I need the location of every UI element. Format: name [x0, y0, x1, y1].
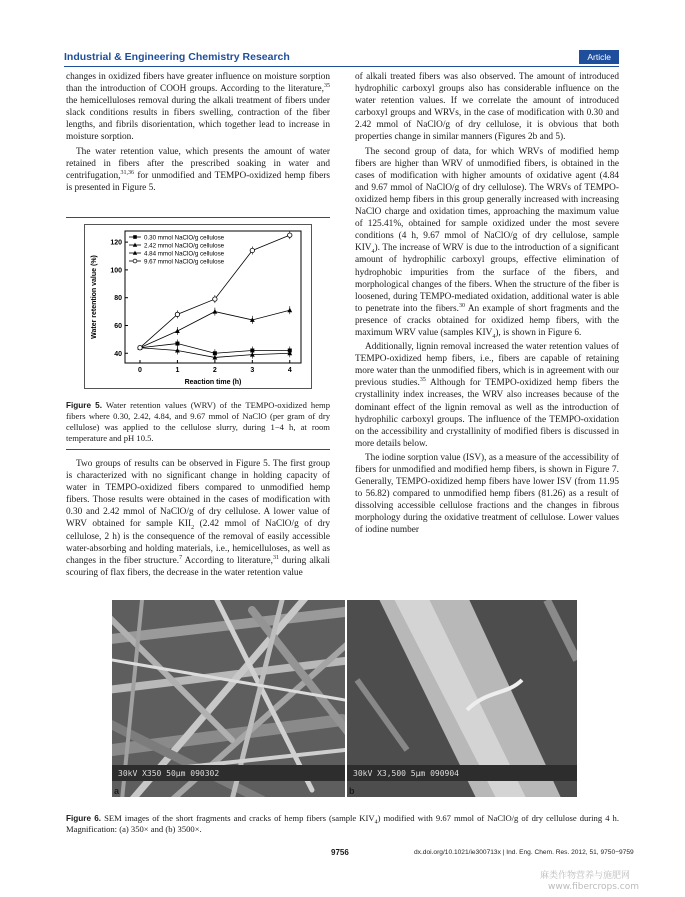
paragraph: The iodine sorption value (ISV), as a measure of the accessibility of fibers for unmodified and modified hemp fibers, is shown in Figure 7. Generally, TEMPO-oxidized hemp fibers have lower ISV (from 11.95 to 56.82) compared to unmodified hemp fibers (81.26) as a result of dissolving accessible cellulose fractions and the changes in fibrous morphology during the oxidative treatment of cellulose. Lower values of iodine number — [355, 452, 619, 536]
paragraph: The water retention value, which presents the amount of water retained in fibers after the prescribed soaking in water and centrifugation,$^{31,36}$ for unmodified and TEMPO-oxidized hemp fibers is presented in Figure 5. — [66, 146, 330, 193]
panel-label-b: b — [349, 786, 355, 796]
right-column — [355, 71, 619, 539]
x-tick-label: 3 — [250, 367, 255, 374]
figure-6-caption: Figure 6. SEM images of the short fragments and cracks of hemp fibers (sample $KIV_4$) modified with 9.67 mmol of NaClO/g of dry cellulose during 4 h. Magnification: (a) 350× and (b) 3500×. — [66, 813, 619, 834]
article-type-badge: Article — [579, 50, 619, 64]
journal-title: Industrial & Engineering Chemistry Research — [64, 51, 290, 63]
legend-marker — [133, 259, 137, 263]
sem-image-a — [112, 600, 345, 797]
legend-label: 9.67 mmol NaClO/g cellulose — [144, 258, 225, 266]
data-point — [288, 233, 292, 237]
figure-5-caption: Figure 5. Water retention values (WRV) of the TEMPO-oxidized hemp fibers where 0.30, 2.42, 4.84, and 9.67 mmol of NaClO (per gram of dry cellulose) was applied to the cellulose slurry, during 1−4 h, at room temperature and pH 10.5. — [66, 400, 331, 443]
x-axis-label: Reaction time (h) — [184, 379, 242, 386]
watermark-url: www.fibercrops.com — [548, 882, 639, 892]
y-tick-label: 100 — [110, 267, 122, 275]
figure-5-chart-frame — [84, 224, 312, 389]
legend-marker — [133, 235, 137, 239]
sem-image-a-graphic — [112, 600, 345, 797]
header-rule — [64, 66, 619, 67]
watermark-text: 麻类作物营养与施肥网 — [540, 871, 631, 881]
series-line — [140, 310, 290, 348]
y-axis-label: Water retention value (%) — [91, 255, 98, 339]
figure-rule-bottom — [66, 449, 330, 450]
x-tick-label: 2 — [212, 367, 217, 374]
figure-5-chart — [85, 225, 311, 388]
data-point — [175, 342, 179, 346]
sem-image-b-graphic — [347, 600, 577, 797]
data-point — [287, 308, 292, 313]
figure-rule-top — [66, 217, 330, 218]
y-tick-label: 60 — [114, 322, 122, 330]
data-point — [175, 328, 180, 333]
sem-b-databar: 30kV X3,500 5μm 090904 — [353, 769, 459, 778]
panel-label-a: a — [114, 786, 120, 796]
data-point — [212, 309, 217, 314]
paragraph: Additionally, lignin removal increased the water retention values of TEMPO-oxidized hemp fibers, i.e., fibers are capable of retaining more water than the unmodified fibers, which is in agreement with our previous studies.$^{35}$ Although for TEMPO-oxidized hemp fibers the crystallinity index increases, the WRV also increases because of the dominant effect of the lignin removal as well as the introduction of hydrophilic carboxyl groups. The influence of the TEMPO-oxidation on the accessibility and crystallinity of modified fibers is discussed in more details below. — [355, 342, 619, 449]
legend-label: 2.42 mmol NaClO/g cellulose — [144, 242, 225, 250]
data-point — [175, 312, 179, 316]
y-tick-label: 80 — [114, 295, 122, 303]
paragraph: of alkali treated fibers was also observed. The amount of introduced hydrophilic carboxyl groups also has considerable influence on the water retention values. If we correlate the amount of introduced carboxyl groups and WRVs, in the case of modification with 0.30 and 2.42 mmol of NaClO/g of dry cellulose, it is obvious that both properties change in similar manners (Figures 2b and 5). — [355, 72, 619, 143]
doi-footer: dx.doi.org/10.1021/ie300713x | Ind. Eng. Chem. Res. 2012, 51, 9750−9759 — [414, 849, 634, 856]
data-point — [213, 297, 217, 301]
paragraph: Two groups of results can be observed in Figure 5. The first group is characterized with no significant change in holding capacity of water in TEMPO-oxidized fibers compared to unmodified hemp fibers. Those results were obtained in the cases of modification with 0.30 and 2.42 mmol of NaClO/g of dry cellulose. A lower value of WRV obtained for sample $KII_2$ (2.42 mmol of NaClO/g of dry cellulose, 2 h) is the consequence of the removal of easily accessible water-absorbing and holding materials, i.e., hemicelluloses, as well as changes in the fiber structure.$^7$ According to literature,$^{31}$ during alkali scouring of flax fibers, the decrease in the water retention value — [66, 459, 330, 578]
sem-a-databar: 30kV X350 50μm 090302 — [118, 769, 220, 778]
left-column-top — [66, 71, 330, 196]
data-point — [250, 248, 254, 252]
sem-image-b — [347, 600, 577, 797]
paragraph: The second group of data, for which WRVs of modified hemp fibers are higher than WRV of unmodified fibers, is obtained in the cases of modification with higher amounts of oxidative agent (4.84 and 9.67 mmol of NaClO/g of dry cellulose). The WRVs of TEMPO-oxidized hemp fibers in this group generally increased with increasing NaClO charge and oxidation times, approaching the maximum value of 125.41%, obtained for sample oxidized under the most severe conditions (4 h, 9.67 mmol of NaClO/g of dry cellulose, sample $KIV_4$). The increase of WRV is due to the introduction of a significant amount of hydrophilic carboxyl groups, effective elimination of hydrophobic impurities from the surface of the fibers, and morphological changes of the fibers. When the structure of the fiber is loosened, during TEMPO-mediated oxidation, additional water is able to penetrate into the fibers.$^{30}$ An example of short fragments and the presence of cracks obtained for oxidized hemp fibers, with the maximum WRV value (samples $KIV_4$), is shown in Figure 6. — [355, 146, 620, 340]
x-tick-label: 0 — [138, 367, 142, 374]
y-tick-label: 40 — [114, 350, 122, 358]
x-tick-label: 4 — [287, 367, 292, 374]
page-number: 9756 — [331, 848, 349, 857]
data-point — [138, 346, 142, 350]
left-column-bottom — [66, 458, 330, 581]
legend-label: 4.84 mmol NaClO/g cellulose — [144, 250, 225, 258]
x-tick-label: 1 — [175, 367, 180, 374]
legend-label: 0.30 mmol NaClO/g cellulose — [144, 234, 225, 242]
paragraph: changes in oxidized fibers have greater influence on moisture sorption than the introduction of COOH groups. According to the literature,$^{35}$ the hemicelluloses removal during the alkali treatment of fibers under slack conditions results in fibers swelling, contraction of the fiber lengths, and fibrils disorientation, which together lead to increase in moisture sorption. — [66, 72, 330, 143]
y-tick-label: 120 — [110, 239, 122, 247]
